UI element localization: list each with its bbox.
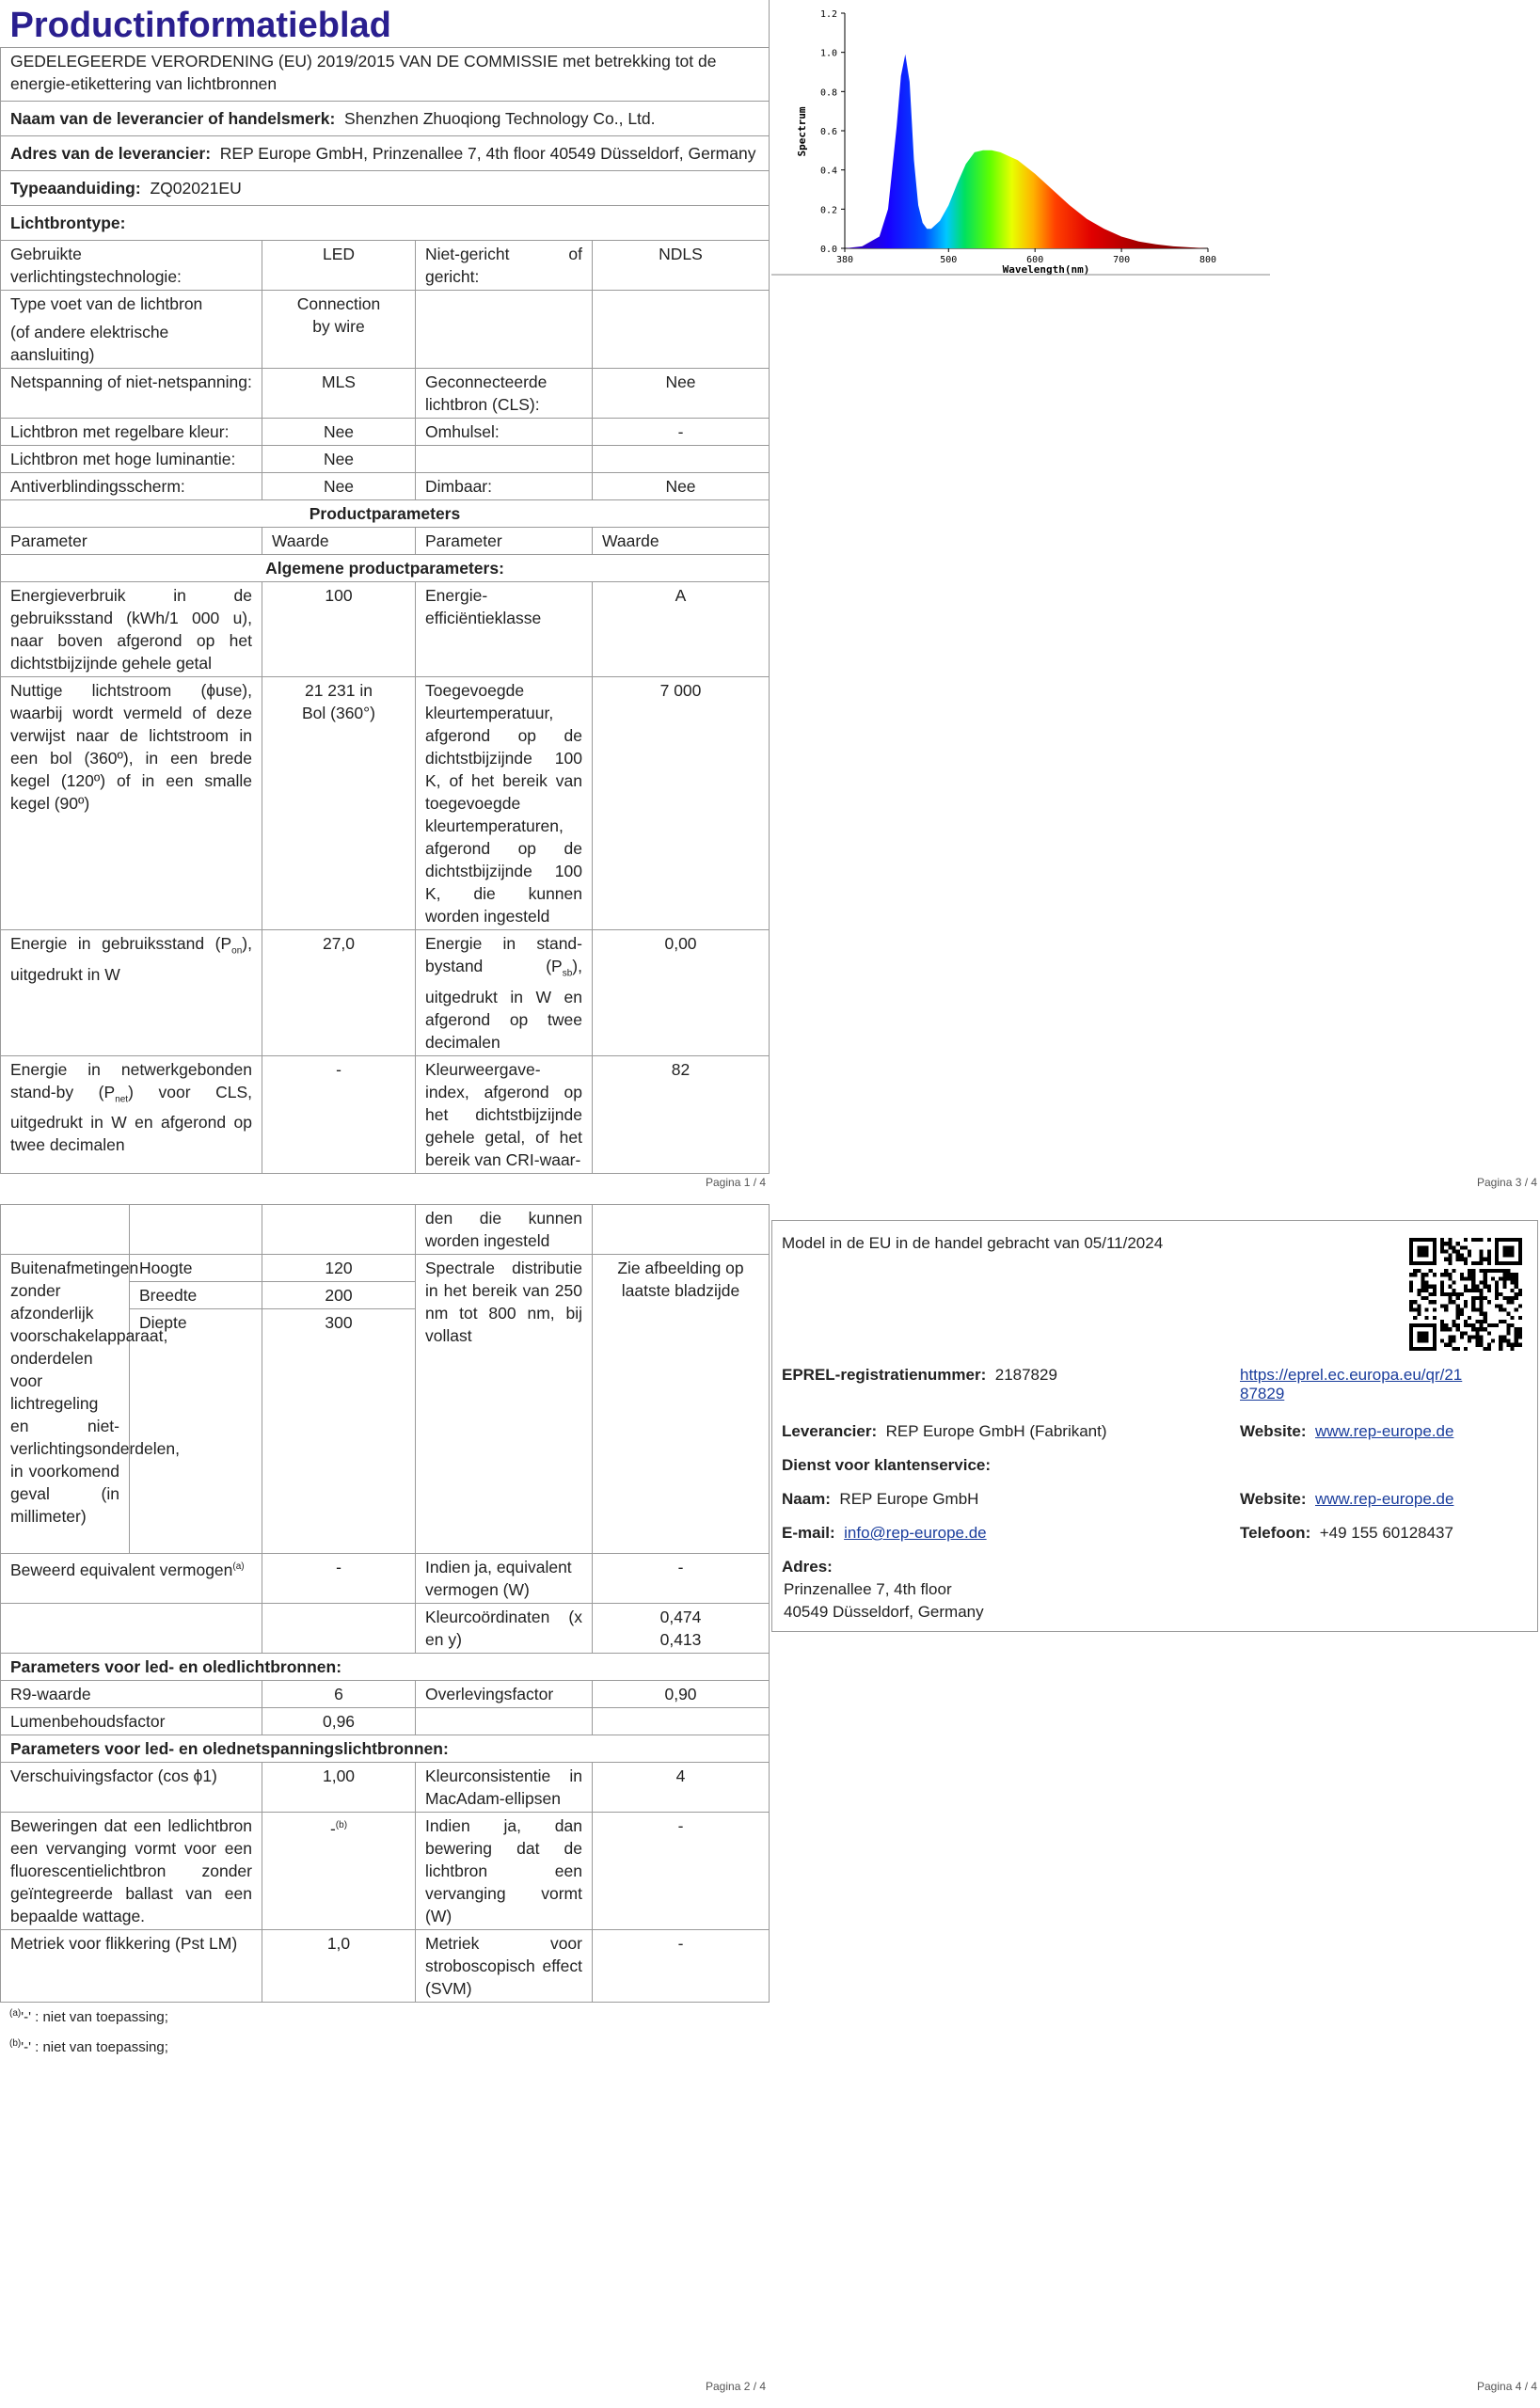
x-tick-label: 700 (1113, 255, 1131, 265)
page1-table (0, 0, 770, 1174)
cct-label: Toegevoegde kleurtemperatuur, afgerond op de dichtstbijzijnde 100 K, of het bereik van toegevoegde kleurtemperaturen, afgerond op de dichtstbijzijnde 100 K, die kunnen worden ingesteld (416, 677, 593, 930)
general-header: Algemene productparameters: (1, 555, 770, 582)
col-value: Waarde (593, 528, 770, 555)
pon-label: Energie in gebruiksstand $(P_{on})$, uitgedrukt in W (1, 930, 262, 1056)
pon-value: 27,0 (262, 930, 416, 1056)
y-tick-label: 0.0 (819, 245, 837, 255)
dim-value: Nee (593, 473, 770, 500)
height-value: 120 (262, 1255, 416, 1282)
lumen-label: Lumenbehoudsfactor (1, 1708, 262, 1735)
height-label: Hoogte (130, 1255, 262, 1282)
svm-value: - (593, 1930, 770, 2003)
svm-label: Metriek voor stroboscopisch effect (SVM) (416, 1930, 593, 2003)
email-link[interactable]: info@rep-europe.de (844, 1524, 987, 1542)
address-line-2: 40549 Düsseldorf, Germany (784, 1603, 984, 1621)
phone-row: Telefoon: +49 155 60128437 (1240, 1524, 1453, 1542)
psb-label: Energie in stand-bystand $(P_{sb})$, uitgedrukt in W en afgerond op twee decimalen (416, 930, 593, 1056)
y-axis-label: Spectrum (796, 106, 808, 157)
energy-class-value: A (593, 582, 770, 677)
col-parameter: Parameter (416, 528, 593, 555)
depth-value: 300 (262, 1309, 416, 1554)
website-row: Website: www.rep-europe.de (1240, 1422, 1454, 1440)
mains-header: Parameters voor led- en olednetspanningslichtbronnen: (1, 1735, 770, 1763)
replace-w-value: - (593, 1813, 770, 1930)
claimed-value: - (262, 1554, 416, 1604)
dim-label: Dimbaar: (416, 473, 593, 500)
placed-on-market-text: Model in de EU in de handel gebracht van 05/11/2024 (782, 1234, 1164, 1252)
lumen-value: 0,96 (262, 1708, 416, 1735)
page-2 (0, 1204, 770, 2408)
r9-value: 6 (262, 1681, 416, 1708)
page-number: Pagina 2 / 4 (706, 2380, 767, 2393)
lighttype-label: Lichtbrontype: (1, 206, 770, 241)
supplier-row: Leverancier: REP Europe GmbH (Fabrikant) (782, 1422, 1107, 1440)
r9-label: R9-waarde (1, 1681, 262, 1708)
page2-table (0, 1204, 770, 2003)
x-tick-label: 380 (835, 255, 854, 265)
cls-value: Nee (593, 369, 770, 419)
mains-label: Netspanning of niet-netspanning: (1, 369, 262, 419)
x-tick-label: 600 (1026, 255, 1044, 265)
y-tick-label: 0.6 (819, 127, 837, 137)
email-row: E-mail: info@rep-europe.de (782, 1524, 987, 1542)
led-header: Parameters voor led- en oledlichtbronnen: (1, 1654, 770, 1681)
col-value: Waarde (262, 528, 416, 555)
eprel-link[interactable]: https://eprel.ec.europa.eu/qr/21 87829 (1240, 1366, 1463, 1402)
replace-w-label: Indien ja, dan bewering dat de lichtbron een vervanging vormt (W) (416, 1813, 593, 1930)
ctls-label: Lichtbron met regelbare kleur: (1, 419, 262, 446)
tech-label: Gebruikte verlichtingstechnologie: (1, 241, 262, 291)
chroma-value: 0,474 0,413 (593, 1604, 770, 1654)
qr-code-icon[interactable] (1409, 1238, 1522, 1351)
eprel-row: EPREL-registratienummer: 2187829 (782, 1366, 1057, 1384)
spd-value: Zie afbeelding op laatste bladzijde (593, 1255, 770, 1554)
chroma-label: Kleurcoördinaten (x en y) (416, 1604, 593, 1654)
x-tick-label: 800 (1199, 255, 1217, 265)
replace-label: Beweringen dat een ledlichtbron een vervanging vormt voor een fluorescentielichtbron zonder geïntegreerde ballast van een bepaalde wattage. (1, 1813, 262, 1930)
cri-label: Kleurweergave-index, afgerond op het dichtstbijzijnde gehele getal, of het bereik van CRI-waar- (416, 1055, 593, 1173)
cct-value: 7 000 (593, 677, 770, 930)
pnet-label: Energie in netwerkgebonden stand-by $(P_{net})$ voor CLS, uitgedrukt in W en afgerond op twee decimalen (1, 1055, 262, 1173)
spectrum-series (845, 55, 1208, 248)
cos-value: 1,00 (262, 1763, 416, 1813)
depth-label: Diepte (130, 1309, 262, 1554)
flicker-label: Metriek voor flikkering (Pst LM) (1, 1930, 262, 2003)
x-axis-label: Wavelength(nm) (1002, 263, 1090, 276)
regulation-text: GEDELEGEERDE VERORDENING (EU) 2019/2015 VAN DE COMMISSIE met betrekking tot de energie-etikettering van lichtbronnen (1, 48, 770, 102)
page-number: Pagina 1 / 4 (706, 1176, 767, 1189)
cos-label: Verschuivingsfactor (cos ϕ1) (1, 1763, 262, 1813)
cls-label: Geconnecteerde lichtbron (CLS): (416, 369, 593, 419)
footnote-b: $^{(b)}$'-' : niet van toepassing; (9, 2038, 168, 2055)
flux-label: Nuttige lichtstroom (ϕuse), waarbij wordt vermeld of deze verwijst naar de lichtstroom in een bol (360º), in een brede kegel (120º) of in een smalle kegel (90º) (1, 677, 262, 930)
cap-label: Type voet van de lichtbron (of andere elektrische aansluiting) (1, 291, 262, 369)
pnet-value: - (262, 1055, 416, 1173)
survival-label: Overlevingsfactor (416, 1681, 593, 1708)
macadam-label: Kleurconsistentie in MacAdam-ellipsen (416, 1763, 593, 1813)
eqpower-label: Indien ja, equivalent vermogen (W) (416, 1554, 593, 1604)
type-row: Typeaanduiding: ZQ02021EU (1, 171, 770, 206)
page-number: Pagina 3 / 4 (1477, 1176, 1538, 1189)
width-value: 200 (262, 1282, 416, 1309)
cri-label-cont: den die kunnen worden ingesteld (416, 1205, 593, 1255)
address-line-1: Prinzenallee 7, 4th floor (784, 1580, 952, 1598)
page-title: Productinformatieblad (1, 0, 770, 48)
customer-service-header: Dienst voor klantenservice: (782, 1456, 992, 1474)
energy-on-label: Energieverbruik in de gebruiksstand (kWh/1 000 u), naar boven afgerond op het dichtstbijzijnde gehele getal (1, 582, 262, 677)
ctls-value: Nee (262, 419, 416, 446)
envelope-value: - (593, 419, 770, 446)
survival-value: 0,90 (593, 1681, 770, 1708)
replace-value: -$^{(b)}$ (262, 1813, 416, 1930)
energy-class-label: Energie-efficiëntieklasse (416, 582, 593, 677)
psb-value: 0,00 (593, 930, 770, 1056)
dims-label: Buitenafmetingen zonder afzonderlijk voorschakelapparaat, onderdelen voor lichtregeling en niet-verlichtingsonderdelen, in voorkomend geval (in millimeter) (1, 1255, 130, 1554)
width-label: Breedte (130, 1282, 262, 1309)
energy-on-value: 100 (262, 582, 416, 677)
supplier-row: Naam van de leverancier of handelsmerk: Shenzhen Zhuoqiong Technology Co., Ltd. (1, 102, 770, 136)
x-tick-label: 500 (940, 255, 958, 265)
y-tick-label: 0.4 (819, 166, 837, 177)
page-number: Pagina 4 / 4 (1477, 2380, 1538, 2393)
y-tick-label: 1.2 (819, 9, 837, 20)
page-3 (771, 0, 1540, 1204)
spectrum-chart (771, 0, 1270, 282)
page-1 (0, 0, 770, 1189)
cri-value: 82 (593, 1055, 770, 1173)
tech-value: LED (262, 241, 416, 291)
macadam-value: 4 (593, 1763, 770, 1813)
flux-value: 21 231 in Bol (360°) (262, 677, 416, 930)
col-parameter: Parameter (1, 528, 262, 555)
mains-value: MLS (262, 369, 416, 419)
flicker-value: 1,0 (262, 1930, 416, 2003)
envelope-label: Omhulsel: (416, 419, 593, 446)
y-tick-label: 0.8 (819, 87, 837, 99)
address-row: Adres van de leverancier: REP Europe GmbH, Prinzenallee 7, 4th floor 40549 Düsseldorf, Germany (1, 136, 770, 171)
cap-value: Connection by wire (262, 291, 416, 369)
eprel-info-box (771, 1220, 1538, 1632)
website2-link[interactable]: www.rep-europe.de (1315, 1490, 1454, 1508)
y-tick-label: 0.2 (819, 205, 837, 216)
spd-label: Spectrale distributie in het bereik van 250 nm tot 800 nm, bij vollast (416, 1255, 593, 1554)
hl-value: Nee (262, 446, 416, 473)
eqpower-value: - (593, 1554, 770, 1604)
spectrum-area (845, 55, 1208, 248)
directed-value: NDLS (593, 241, 770, 291)
footnote-a: $^{(a)}$'-' : niet van toepassing; (9, 2008, 168, 2025)
website-link[interactable]: www.rep-europe.de (1315, 1422, 1454, 1440)
hl-label: Lichtbron met hoge luminantie: (1, 446, 262, 473)
claimed-label: Beweerd equivalent vermogen$^{(a)}$ (1, 1554, 262, 1604)
glare-value: Nee (262, 473, 416, 500)
address-label: Adres: (782, 1558, 833, 1576)
productparams-header: Productparameters (1, 500, 770, 528)
directed-label: Niet-gericht of gericht: (416, 241, 593, 291)
website2-row: Website: www.rep-europe.de (1240, 1490, 1454, 1508)
y-tick-label: 1.0 (819, 48, 837, 59)
glare-label: Antiverblindingsscherm: (1, 473, 262, 500)
name-row: Naam: REP Europe GmbH (782, 1490, 979, 1508)
